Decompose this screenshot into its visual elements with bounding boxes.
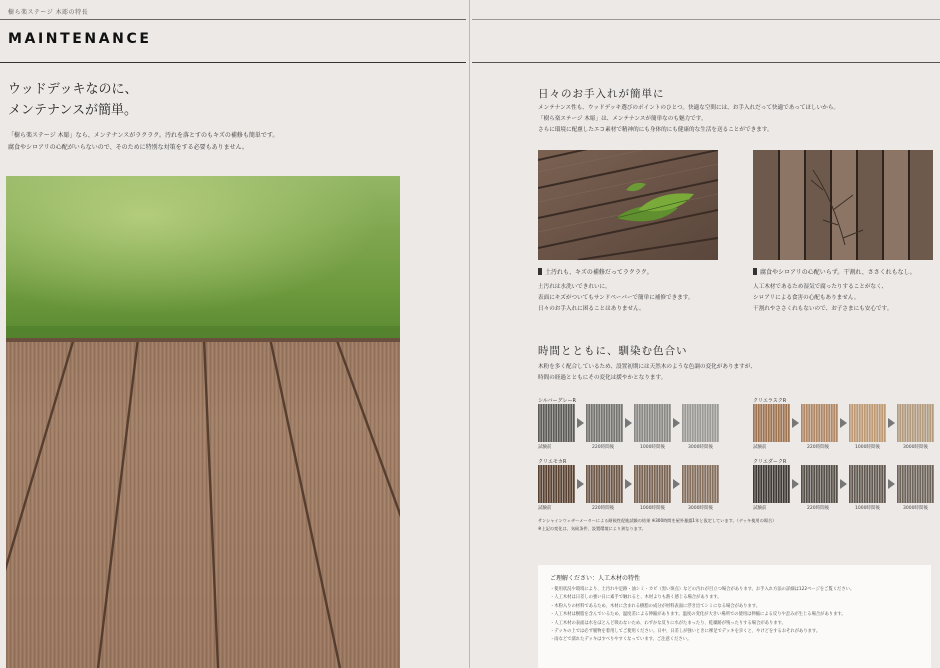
color-footnote: [538, 517, 776, 533]
material-notes-box: [538, 565, 931, 668]
color-text-line-2: 時間の経過とともにその変化は緩やかとなります。: [538, 375, 667, 381]
card-1-caption: [538, 267, 653, 276]
page-gutter: [469, 0, 470, 668]
card-2-line-1: 人工木材であるため湿気で腐ったりすることがなく、: [753, 284, 888, 290]
notes-item: ・人工木材は日差しの強い日に素手で触れると、木材よりも熱く感じる場合があります。: [550, 595, 722, 601]
notes-item: ・雨などで濡れたデッキはすべりやすくなっています。ご注意ください。: [550, 637, 692, 643]
color-swatch: [538, 404, 575, 442]
color-swatch: [849, 465, 886, 503]
stage-label: 試験前: [753, 445, 767, 450]
card-2-line-2: シロアリによる食害の心配もありません。: [753, 295, 860, 301]
deck-with-twig-photo: [753, 150, 933, 260]
series-label: クリエラスクR: [753, 398, 787, 404]
series-tag: 樹ら楽ステージ 木彫の特長: [8, 9, 89, 16]
notes-list: [550, 586, 922, 645]
color-swatch: [753, 465, 790, 503]
caption-marker: [753, 268, 757, 275]
color-swatch: [801, 465, 838, 503]
lead-line-1: 「樹ら楽ステージ 木彫」なら、メンテナンスがラクラク。汚れを落とすのもキズの補修も簡単です。: [8, 132, 279, 139]
stage-label: 3000時間後: [688, 506, 713, 511]
stage-label: 3000時間後: [903, 506, 928, 511]
arrow-right-icon: [888, 418, 895, 428]
color-swatch: [897, 404, 934, 442]
headline-line-1: ウッドデッキなのに、: [8, 82, 138, 97]
stage-label: 1000時間後: [640, 506, 665, 511]
stage-label: 220時間後: [592, 445, 615, 450]
title-rule-right: [472, 62, 940, 63]
arrow-right-icon: [625, 418, 632, 428]
stage-label: 試験前: [538, 506, 552, 511]
notes-item: ・人工木材は樹脂を含んでいるため、温度差による伸縮があります。温度の変化が大きい場所での使用は伸縮による反りや歪みが生じる場合があります。: [550, 612, 846, 618]
stage-label: 試験前: [538, 445, 552, 450]
notes-item: ・使用状況や環境により、土汚れや足跡・油シミ・カビ（黒い斑点）などの汚れが目立つ場合があります。お手入れ方法の詳細は122ページをご覧ください。: [550, 587, 855, 592]
arrow-right-icon: [840, 479, 847, 489]
notes-title: ご理解ください：人工木材の特性: [550, 575, 641, 582]
stage-label: 1000時間後: [855, 445, 880, 450]
arrow-right-icon: [577, 418, 584, 428]
stage-label: 1000時間後: [640, 445, 665, 450]
color-change-text: [538, 362, 756, 384]
arrow-right-icon: [673, 418, 680, 428]
card-1-line-2: 表面にキズがついてもサンドペーパーで簡単に補修できます。: [538, 295, 694, 301]
card-1-line-3: 日々のお手入れに困ることはありません。: [538, 306, 645, 312]
section-title: MAINTENANCE: [8, 31, 152, 47]
top-rule-left: [0, 19, 466, 20]
card-2-caption: [753, 267, 916, 276]
color-swatch: [682, 404, 719, 442]
color-swatch: [586, 465, 623, 503]
color-swatch: [634, 465, 671, 503]
notes-item: ・デッキの上では必ず履物を着用してご使用ください。日中、日差しが強いときに裸足でデッキを歩くと、やけどをするおそれがあります。: [550, 629, 821, 635]
caption-marker: [538, 268, 542, 275]
color-swatch: [586, 404, 623, 442]
arrow-right-icon: [625, 479, 632, 489]
notes-item: ・人工木材の表面は水をほとんど吸わないため、わずかな反りに水がたまったり、乾燥跡が残ったりする場合があります。: [550, 620, 786, 626]
stage-label: 3000時間後: [688, 445, 713, 450]
color-change-title: 時間とともに、馴染む色合い: [538, 345, 688, 357]
footnote-line-1: サンシャインウェザーメーターによる耐候性促進試験の結果 ※300時間を屋外暴露1年と仮定しています。（デッキ使用の場合）: [538, 518, 777, 523]
color-swatch: [538, 465, 575, 503]
color-swatch: [897, 465, 934, 503]
series-label: シルバーグレーR: [538, 398, 576, 404]
card-2-caption-text: 腐食やシロアリの心配いらず。干割れ、ささくれもなし。: [760, 269, 916, 276]
stage-label: 試験前: [753, 506, 767, 511]
left-headline: [8, 79, 137, 121]
hero-deck-photo: [6, 176, 400, 668]
color-swatch: [801, 404, 838, 442]
color-text-line-1: 木粉を多く配合しているため、設置初期には天然木のような色調の変化がありますが、: [538, 364, 756, 370]
daily-text-line-1: メンテナンス性も、ウッドデッキ選びのポイントのひとつ。快適な空間には、お手入れだって快適であってほしいから。: [538, 105, 840, 111]
stage-label: 220時間後: [807, 445, 830, 450]
daily-text-line-2: 「樹ら楽ステージ 木彫」は、メンテナンスが簡単なのも魅力です。: [538, 116, 707, 122]
daily-care-title: 日々のお手入れが簡単に: [538, 88, 665, 100]
notes-item: ・木粉入りの材料であるため、木材に含まれる樹脂の成分が材料表面に浮き出てシミになる場合があります。: [550, 603, 761, 609]
arrow-right-icon: [840, 418, 847, 428]
color-swatch: [753, 404, 790, 442]
arrow-right-icon: [673, 479, 680, 489]
arrow-right-icon: [577, 479, 584, 489]
daily-care-text: [538, 103, 839, 136]
stage-label: 1000時間後: [855, 506, 880, 511]
card-1-line-1: 土汚れは水洗いできれいに。: [538, 284, 611, 290]
color-swatch: [634, 404, 671, 442]
arrow-right-icon: [792, 418, 799, 428]
stage-label: 220時間後: [592, 506, 615, 511]
left-lead: [8, 130, 278, 154]
deck-with-leaf-photo: [538, 150, 718, 260]
card-2-line-3: 干割れやささくれもないので、お子さまにも安心です。: [753, 306, 893, 312]
stage-label: 3000時間後: [903, 445, 928, 450]
series-label: クリエモカR: [538, 459, 567, 465]
lead-line-2: 腐食やシロアリの心配がいらないので、そのために特別な対策をする必要もありません。: [8, 144, 249, 151]
card-2-text: [753, 282, 892, 315]
arrow-right-icon: [888, 479, 895, 489]
headline-line-2: メンテナンスが簡単。: [8, 103, 137, 118]
daily-text-line-3: さらに環境に配慮したエコ素材で精神的にも身体的にも健康的な生活を送ることができます。: [538, 127, 773, 133]
footnote-line-2: ※上記の変化は、気候条件、設置環境により異なります。: [538, 526, 646, 531]
title-rule-left: [0, 62, 466, 63]
color-swatch: [682, 465, 719, 503]
series-label: クリエダークR: [753, 459, 787, 465]
stage-label: 220時間後: [807, 506, 830, 511]
top-rule-right: [472, 19, 940, 20]
color-swatch: [849, 404, 886, 442]
card-1-caption-text: 土汚れも、キズの補修だってラクラク。: [545, 269, 653, 276]
arrow-right-icon: [792, 479, 799, 489]
card-1-text: [538, 282, 694, 315]
